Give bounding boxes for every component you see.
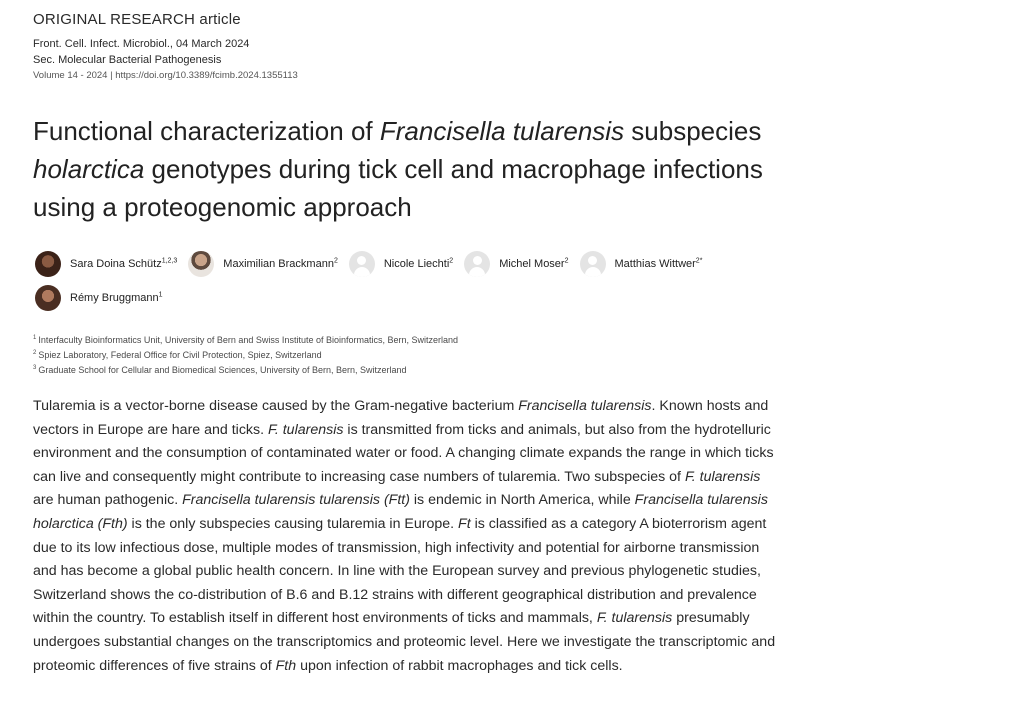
title-part: Functional characterization of: [33, 116, 380, 146]
avatar[interactable]: [35, 285, 61, 311]
author-bruggmann[interactable]: [35, 285, 163, 311]
affiliation-item: $^1$ Interfaculty Bioinformatics Unit, University of Bern and Swiss Institute of Bioinformatics, Bern, Switzerland: [33, 335, 459, 345]
title-italic: holarctica: [33, 154, 145, 184]
title-part: subspecies: [624, 116, 762, 146]
author-brackmann[interactable]: [188, 251, 338, 277]
author-name[interactable]: Sara Doina Schütz$^{1,2,3}$: [70, 257, 178, 270]
author-name[interactable]: Michel Moser$^2$: [499, 257, 569, 270]
author-wittwer[interactable]: [580, 251, 703, 277]
user-placeholder-icon[interactable]: [464, 251, 490, 277]
user-placeholder-icon[interactable]: [349, 251, 375, 277]
author-name[interactable]: Nicole Liechti$^2$: [383, 257, 454, 270]
section-label[interactable]: Sec. Molecular Bacterial Pathogenesis: [33, 54, 222, 66]
journal-date: Front. Cell. Infect. Microbiol., 04 March 2024: [33, 38, 250, 50]
author-name[interactable]: Maximilian Brackmann$^2$: [223, 257, 338, 270]
affiliation-item: $^3$ Graduate School for Cellular and Biomedical Sciences, University of Bern, Bern, Switzerland: [33, 365, 407, 375]
title-part: genotypes during tick cell and macrophage infections using a proteogenomic approach: [33, 154, 763, 222]
article-header: [33, 10, 298, 84]
avatar[interactable]: [188, 251, 214, 277]
author-row: [35, 284, 815, 312]
author-name[interactable]: Rémy Bruggmann$^1$: [70, 291, 163, 304]
article-type: ORIGINAL RESEARCH article: [33, 11, 241, 28]
author-list: [35, 250, 815, 318]
author-name[interactable]: Matthias Wittwer$^{2*}$: [614, 257, 703, 270]
avatar[interactable]: [35, 251, 61, 277]
author-moser[interactable]: [464, 251, 568, 277]
abstract-text: Tularemia is a vector-borne disease caused by the Gram-negative bacterium Francisella tularensis. Known hosts and vectors in Europe are hare and ticks. F. tularensis is transmitted from ticks and animals, but also from the hydrotelluric environment and the consumption of contaminated water or food. A changing climate expands the range in which ticks can live and consequently might contribute to increasing case numbers of tularemia. Two subspecies of F. tularensis are human pathogenic. Francisella tularensis tularensis (Ftt) is endemic in North America, while Francisella tularensis holarctica (Fth) is the only subspecies causing tularemia in Europe. Ft is classified as a category A bioterrorism agent due to its low infectious dose, multiple modes of transmission, high infectivity and potential for airborne transmission and has become a global public health concern. In line with the European survey and previous phylogenetic studies, Switzerland shows the co-distribution of B.6 and B.12 strains with different geographical distribution and prevalence within the country. To establish itself in different host environments of ticks and mammals, F. tularensis presumably undergoes substantial changes on the transcriptomics and proteomic level. Here we investigate the transcriptomic and proteomic differences of five strains of Fth upon infection of rabbit macrophages and tick cells.: [33, 398, 776, 674]
affiliation-item: $^2$ Spiez Laboratory, Federal Office for Civil Protection, Spiez, Switzerland: [33, 350, 322, 360]
author-liechti[interactable]: [349, 251, 453, 277]
author-schutz[interactable]: [35, 251, 177, 277]
title-italic: Francisella tularensis: [379, 116, 625, 146]
volume-doi[interactable]: Volume 14 - 2024 | https://doi.org/10.3389/fcimb.2024.1355113: [33, 70, 298, 81]
author-row: [35, 250, 815, 278]
user-placeholder-icon[interactable]: [580, 251, 606, 277]
article-title: [33, 112, 793, 226]
affiliations: [33, 332, 458, 377]
